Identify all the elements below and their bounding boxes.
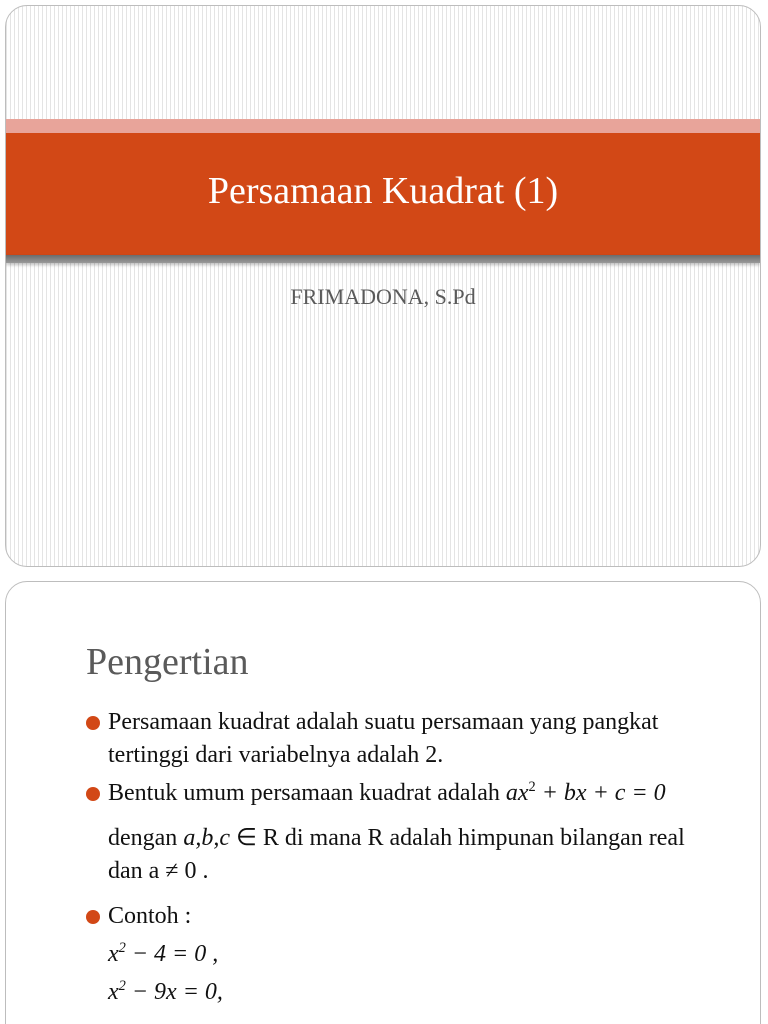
title-slide[interactable] [5, 5, 761, 567]
example-2-var: x [108, 979, 119, 1005]
bullet-text-prefix: Bentuk umum persamaan kuadrat adalah [108, 780, 506, 806]
formula-exponent: 2 [528, 779, 536, 795]
bullet-example [84, 900, 724, 933]
example-2-exponent: 2 [118, 978, 126, 994]
example-1-exponent: 2 [118, 940, 126, 956]
example-1-rest: − 4 = 0 , [125, 941, 219, 967]
slide-body [84, 706, 724, 1014]
title-bar [6, 133, 760, 255]
formula-ax: ax [505, 780, 529, 806]
example-2 [84, 976, 724, 1009]
bullet-text: Contoh : [108, 903, 192, 929]
condition-line [84, 822, 724, 888]
formula-bx-c: + bx + c [535, 780, 626, 806]
formula-equals-zero: = 0 [631, 780, 666, 806]
bullet-definition [84, 706, 724, 772]
bullet-dot-icon [86, 910, 100, 924]
example-1-var: x [108, 941, 119, 967]
bullet-general-form [84, 777, 724, 810]
bullet-text: Persamaan kuadrat adalah suatu persamaan yang pangkat tertinggi dari variabelnya adalah 2. [108, 709, 659, 768]
content-slide[interactable] [5, 581, 761, 1024]
condition-vars: a,b,c [183, 825, 230, 851]
bullet-dot-icon [86, 716, 100, 730]
condition-rest: ∈ R di mana R adalah himpunan bilangan real dan a ≠ 0 . [108, 825, 685, 884]
example-1 [84, 938, 724, 971]
slide-subtitle: FRIMADONA, S.Pd [290, 284, 476, 309]
slide-title: Persamaan Kuadrat (1) [207, 170, 559, 212]
bullet-dot-icon [86, 787, 100, 801]
example-2-rest: − 9x = 0, [125, 979, 223, 1005]
condition-prefix: dengan [108, 825, 184, 851]
shadow-bar [6, 255, 760, 263]
slide-heading: Pengertian [86, 641, 249, 683]
accent-bar [6, 119, 760, 133]
